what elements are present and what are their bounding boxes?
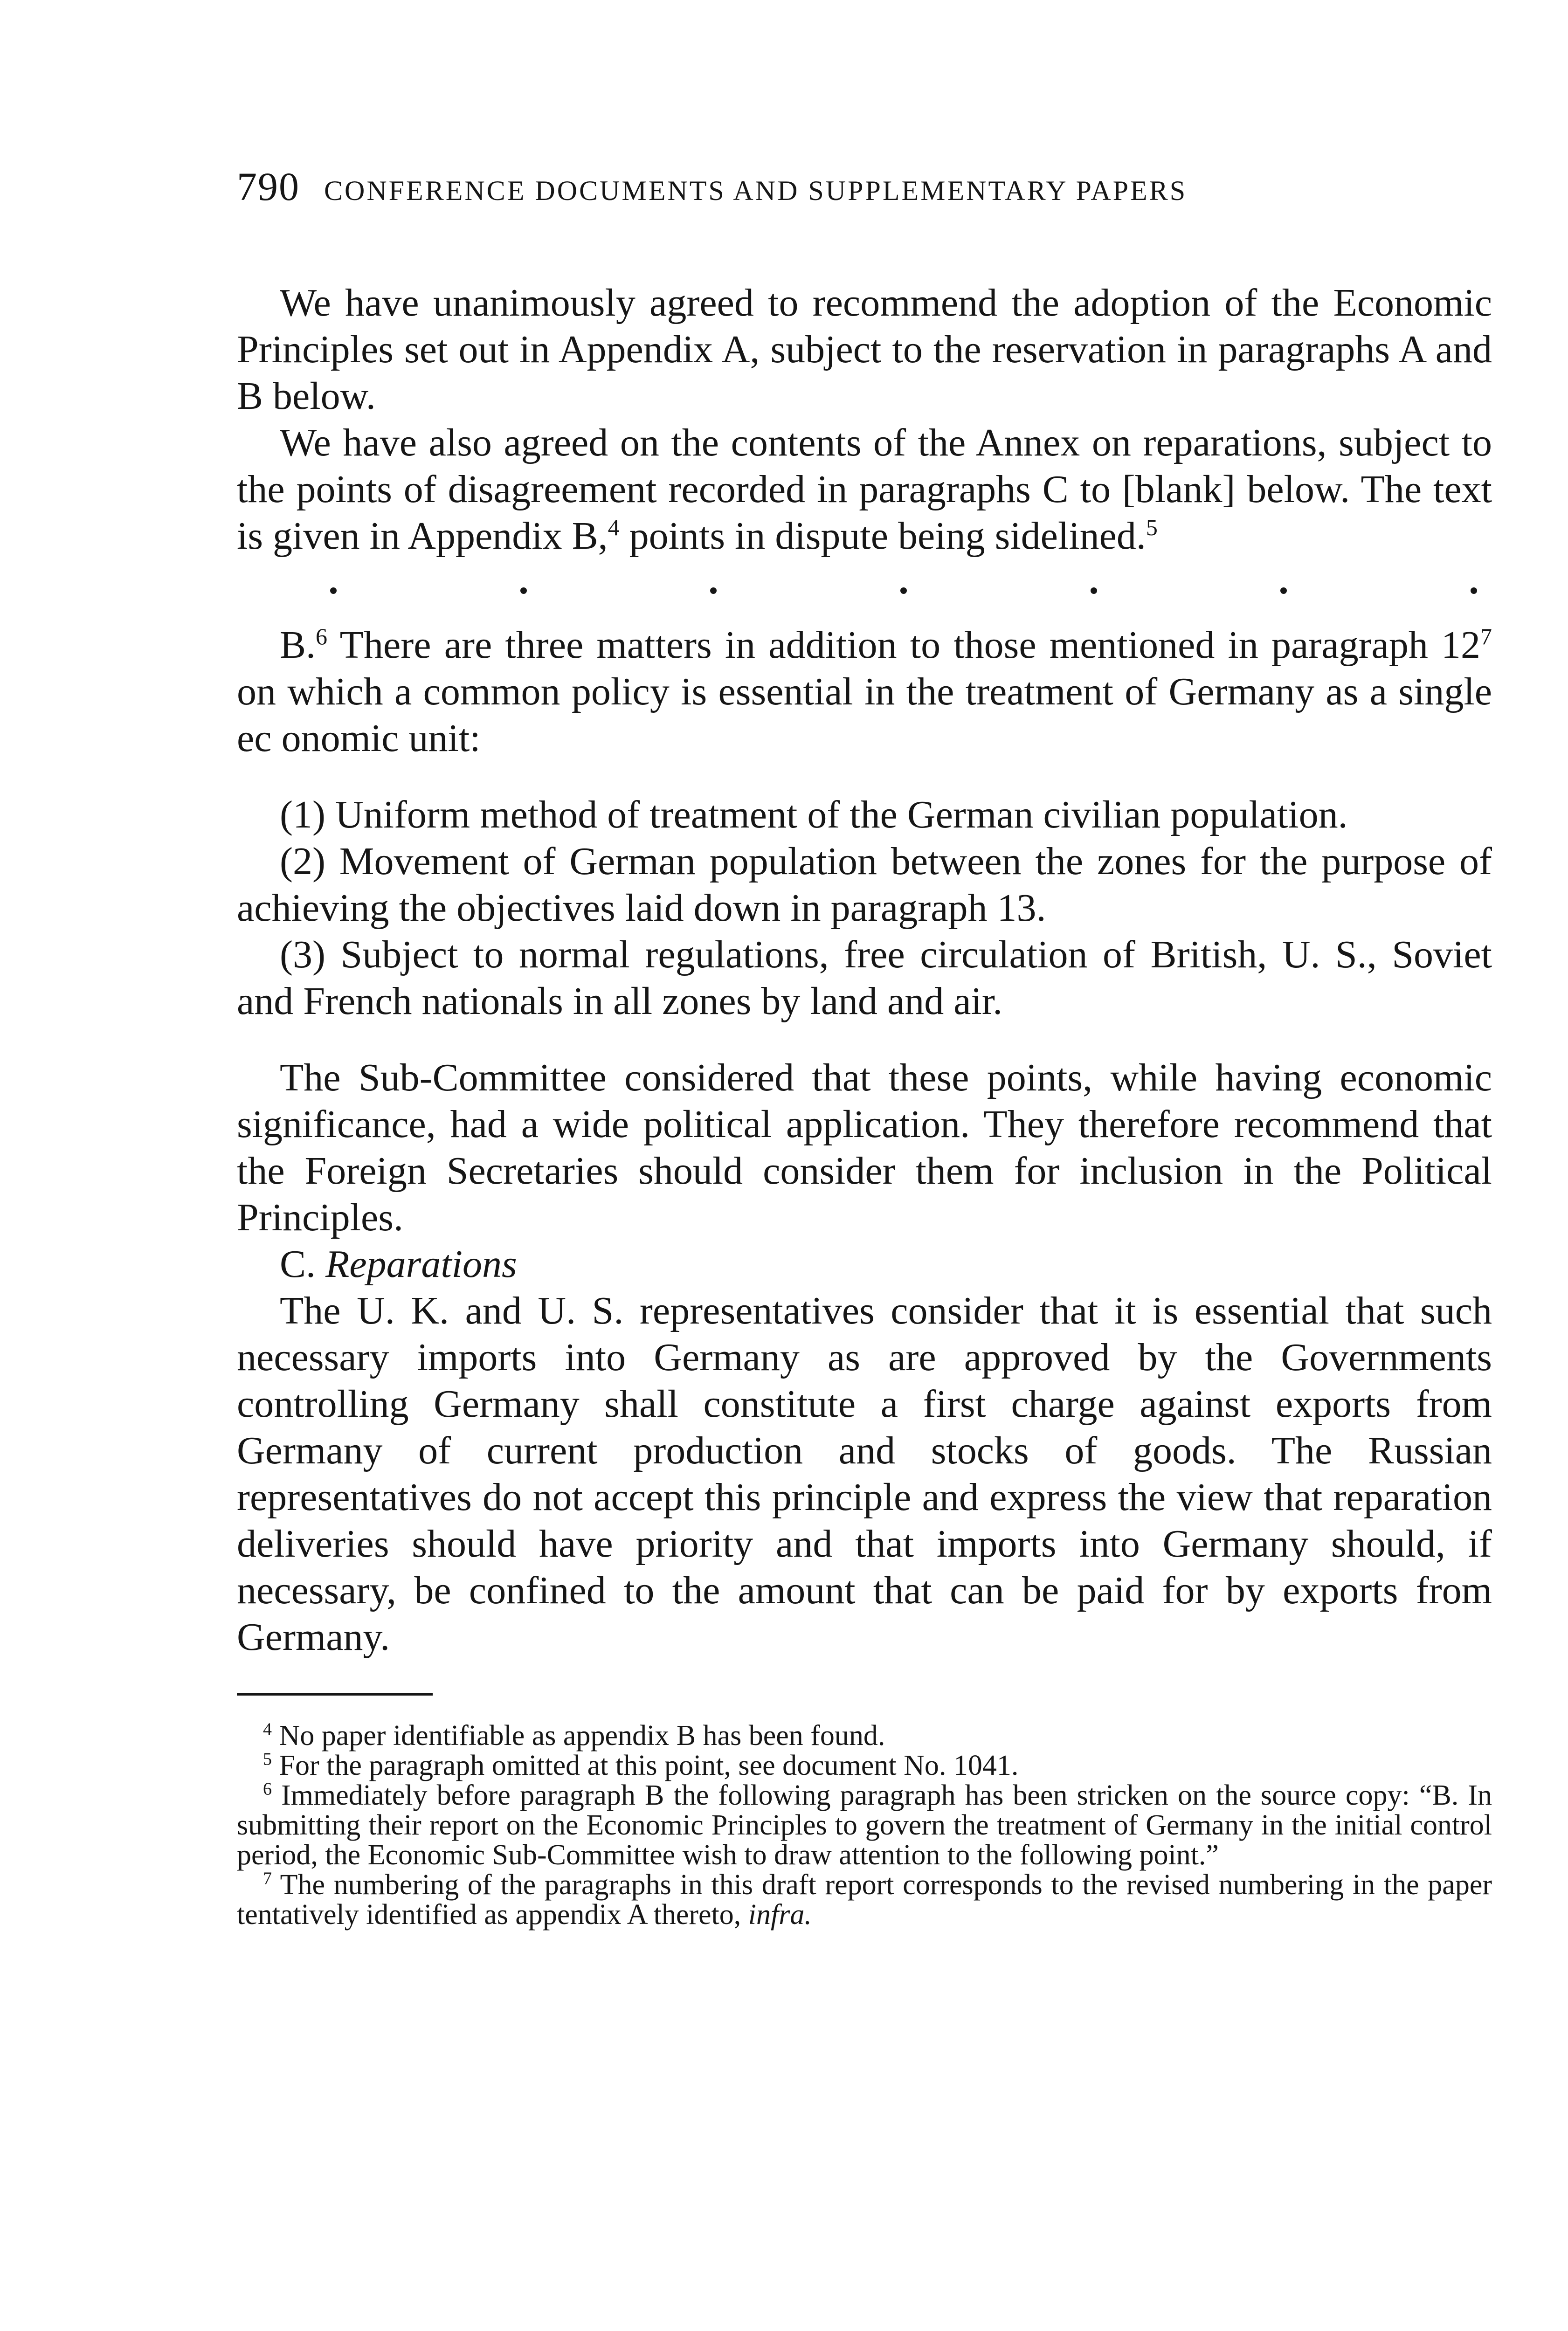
spacer	[237, 1025, 1492, 1055]
omission-dot	[1091, 587, 1097, 594]
footnote-7	[237, 1870, 1492, 1930]
footnote-mark: 4	[263, 1719, 272, 1739]
paragraph-annex-text-1: We have also agreed on the contents of the Annex on reparations, subject to the points of disagreement recorded in paragraphs C to [blank] below. The text is given in Appendix B,	[237, 421, 1492, 558]
omission-dot	[520, 587, 527, 594]
omission-dot	[900, 587, 907, 594]
omission-dot	[330, 587, 337, 594]
footnote-infra: infra.	[748, 1899, 812, 1931]
footnote-mark: 5	[263, 1749, 272, 1769]
paragraph-b-text-1: There are three matters in addition to those mentioned in paragraph 12	[327, 623, 1480, 667]
list-item: (3) Subject to normal regulations, free circulation of British, U. S., Soviet and French nationals in all zones by land and air.	[237, 933, 1492, 1023]
footnote-ref-7: 7	[1480, 623, 1492, 649]
paragraph-principles: We have unanimously agreed to recommend the adoption of the Economic Principles set out in Appendix A, subject to the reservation in paragraphs A and B below.	[237, 281, 1492, 418]
body-text	[237, 280, 1492, 1661]
footnote-5	[237, 1751, 1492, 1780]
paragraph-annex	[237, 420, 1492, 559]
list-item: (2) Movement of German population between the zones for the purpose of achieving the objectives laid down in paragraph 13.	[237, 840, 1492, 930]
spacer	[237, 762, 1492, 792]
paragraph-b-label: B.	[280, 623, 316, 667]
footnote-6	[237, 1780, 1492, 1870]
footnote-text: For the paragraph omitted at this point, see document No. 1041.	[272, 1750, 1019, 1781]
running-head: CONFERENCE DOCUMENTS AND SUPPLEMENTARY PAPERS	[324, 175, 1188, 206]
paragraph-annex-text-2: points in dispute being sidelined.	[619, 514, 1146, 558]
document-page	[237, 163, 1492, 1930]
footnote-text: No paper identifiable as appendix B has been found.	[272, 1720, 885, 1752]
paragraph-b	[237, 622, 1492, 762]
paragraph-reparations: The U. K. and U. S. representatives consider that it is essential that such necessary imports into Germany as are approved by the Governments controlling Germany shall constitute a first charge against exports from Germany of current production and stocks of goods. The Russian representatives do not accept this principle and express the view that reparation deliveries should have priority and that imports into Germany should, if necessary, be confined to the amount that can be paid for by exports from Germany.	[237, 1289, 1492, 1659]
paragraph-sub-committee: The Sub-Committee considered that these points, while having economic significance, had a wide political application. They therefore recommend that the Foreign Secretaries should consider them for inclusion in the Political Principles.	[237, 1056, 1492, 1239]
footnotes	[237, 1721, 1492, 1930]
footnote-4	[237, 1721, 1492, 1751]
section-heading-reparations	[237, 1241, 1492, 1288]
omission-dot	[1280, 587, 1287, 594]
page-number: 790	[237, 164, 300, 209]
paragraph-b-text-2: on which a common policy is essential in the treatment of Germany as a single ec onomic unit:	[237, 670, 1492, 760]
page-header	[237, 163, 1492, 210]
footnote-text: The numbering of the paragraphs in this draft report corresponds to the revised numbering in the paper tentatively identified as appendix A thereto,	[237, 1869, 1492, 1931]
section-heading-prefix: C.	[280, 1242, 326, 1286]
list-item: (1) Uniform method of treatment of the German civilian population.	[280, 793, 1348, 836]
footnote-mark: 6	[263, 1779, 272, 1799]
section-heading-title: Reparations	[325, 1242, 517, 1286]
footnote-ref-6: 6	[316, 623, 328, 649]
footnote-ref-5: 5	[1146, 514, 1158, 540]
omission-ellipsis	[237, 587, 1477, 594]
footnote-mark: 7	[263, 1869, 272, 1889]
footnote-ref-4: 4	[608, 514, 620, 540]
omission-dot	[710, 587, 717, 594]
footnote-divider	[237, 1693, 433, 1696]
omission-dot	[1471, 587, 1477, 594]
footnote-text: Immediately before paragraph B the following paragraph has been stricken on the source copy: “B. In submitting their report on the Economic Principles to govern the treatment of Germany in the initial control period, the Economic Sub-Committee wish to draw attention to the following point.”	[237, 1779, 1492, 1871]
